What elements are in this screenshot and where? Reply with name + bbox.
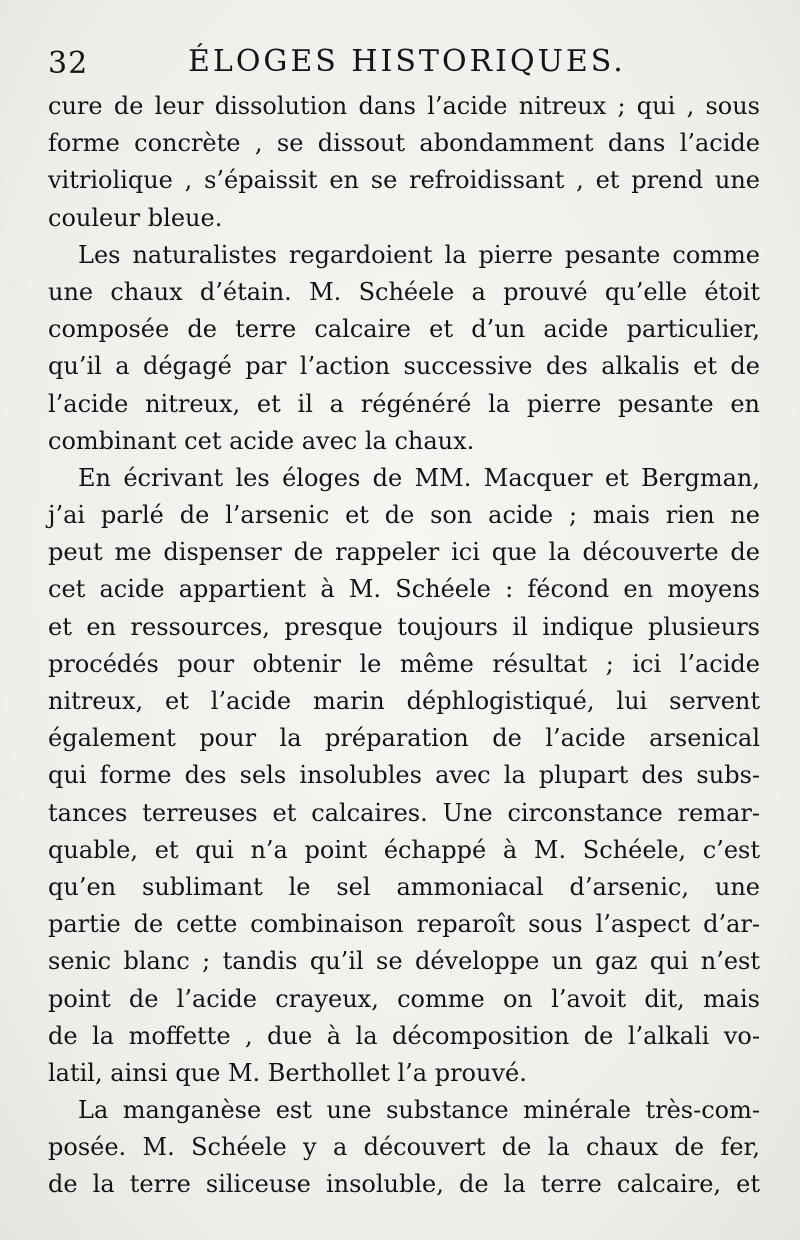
text-line: posée. M. Schéele y a découvert de la chaux de fer, [48,1133,760,1162]
text-line: nitreux, et l’acide marin déphlogistiqué, lui servent [48,687,760,715]
text-line: qu’en sublimant le sel ammoniacal d’arsenic, une [48,872,760,901]
running-title: ÉLOGES HISTORIQUES. [188,44,626,79]
page-number: 32 [48,46,89,81]
paragraph [48,88,760,237]
text-line: combinant cet acide avec la chaux. [48,426,475,455]
text-line: peut me dispenser de rappeler ici que la découverte de [48,538,760,567]
text-line: En écrivant les éloges de MM. Macquer et Bergman, [78,463,760,492]
text-line: cure de leur dissolution dans l’acide nitreux ; qui , sous [48,92,760,120]
text-line: l’acide nitreux, et il a régénéré la pierre pesante en [48,389,760,418]
text-line: et en ressources, presque toujours il indique plusieurs [48,612,760,641]
text-line: procédés pour obtenir le même résultat ; ici l’acide [48,649,760,678]
text-line: également pour la préparation de l’acide arsenical [48,724,760,753]
text-line: composée de terre calcaire et d’un acide particulier, [48,315,760,344]
paragraph [48,460,760,1092]
text-line: j’ai parlé de l’arsenic et de son acide ; mais rien ne [48,501,760,530]
text-line: qui forme des sels insolubles avec la plupart des subs- [48,761,760,790]
page-header [48,44,768,84]
paragraph [48,237,760,460]
paragraph [48,1092,760,1204]
text-line: forme concrète , se dissout abondamment dans l’acide [48,129,760,158]
text-line: point de l’acide crayeux, comme on l’avoit dit, mais [48,984,760,1013]
text-line: quable, et qui n’a point échappé à M. Schéele, c’est [48,835,760,864]
text-line: partie de cette combinaison reparoît sous l’aspect d’ar- [48,910,760,939]
text-line: senic blanc ; tandis qu’il se développe un gaz qui n’est [48,947,760,976]
text-line: La manganèse est une substance minérale très-com- [78,1096,760,1125]
text-line: Les naturalistes regardoient la pierre pesante comme [78,240,760,269]
text-line: cet acide appartient à M. Schéele : fécond en moyens [48,575,760,604]
text-line: une chaux d’étain. M. Schéele a prouvé qu’elle étoit [48,277,760,306]
text-line: de la terre siliceuse insoluble, de la terre calcaire, et [48,1170,760,1199]
text-line: tances terreuses et calcaires. Une circonstance remar- [48,798,760,827]
text-line: couleur bleue. [48,203,223,232]
text-line: de la moffette , due à la décomposition de l’alkali vo- [48,1021,760,1050]
text-line: vitriolique , s’épaissit en se refroidissant , et prend une [48,166,760,195]
body-text [48,88,760,1204]
text-line: qu’il a dégagé par l’action successive des alkalis et de [48,352,760,381]
text-line: latil, ainsi que M. Berthollet l’a prouvé. [48,1058,527,1087]
